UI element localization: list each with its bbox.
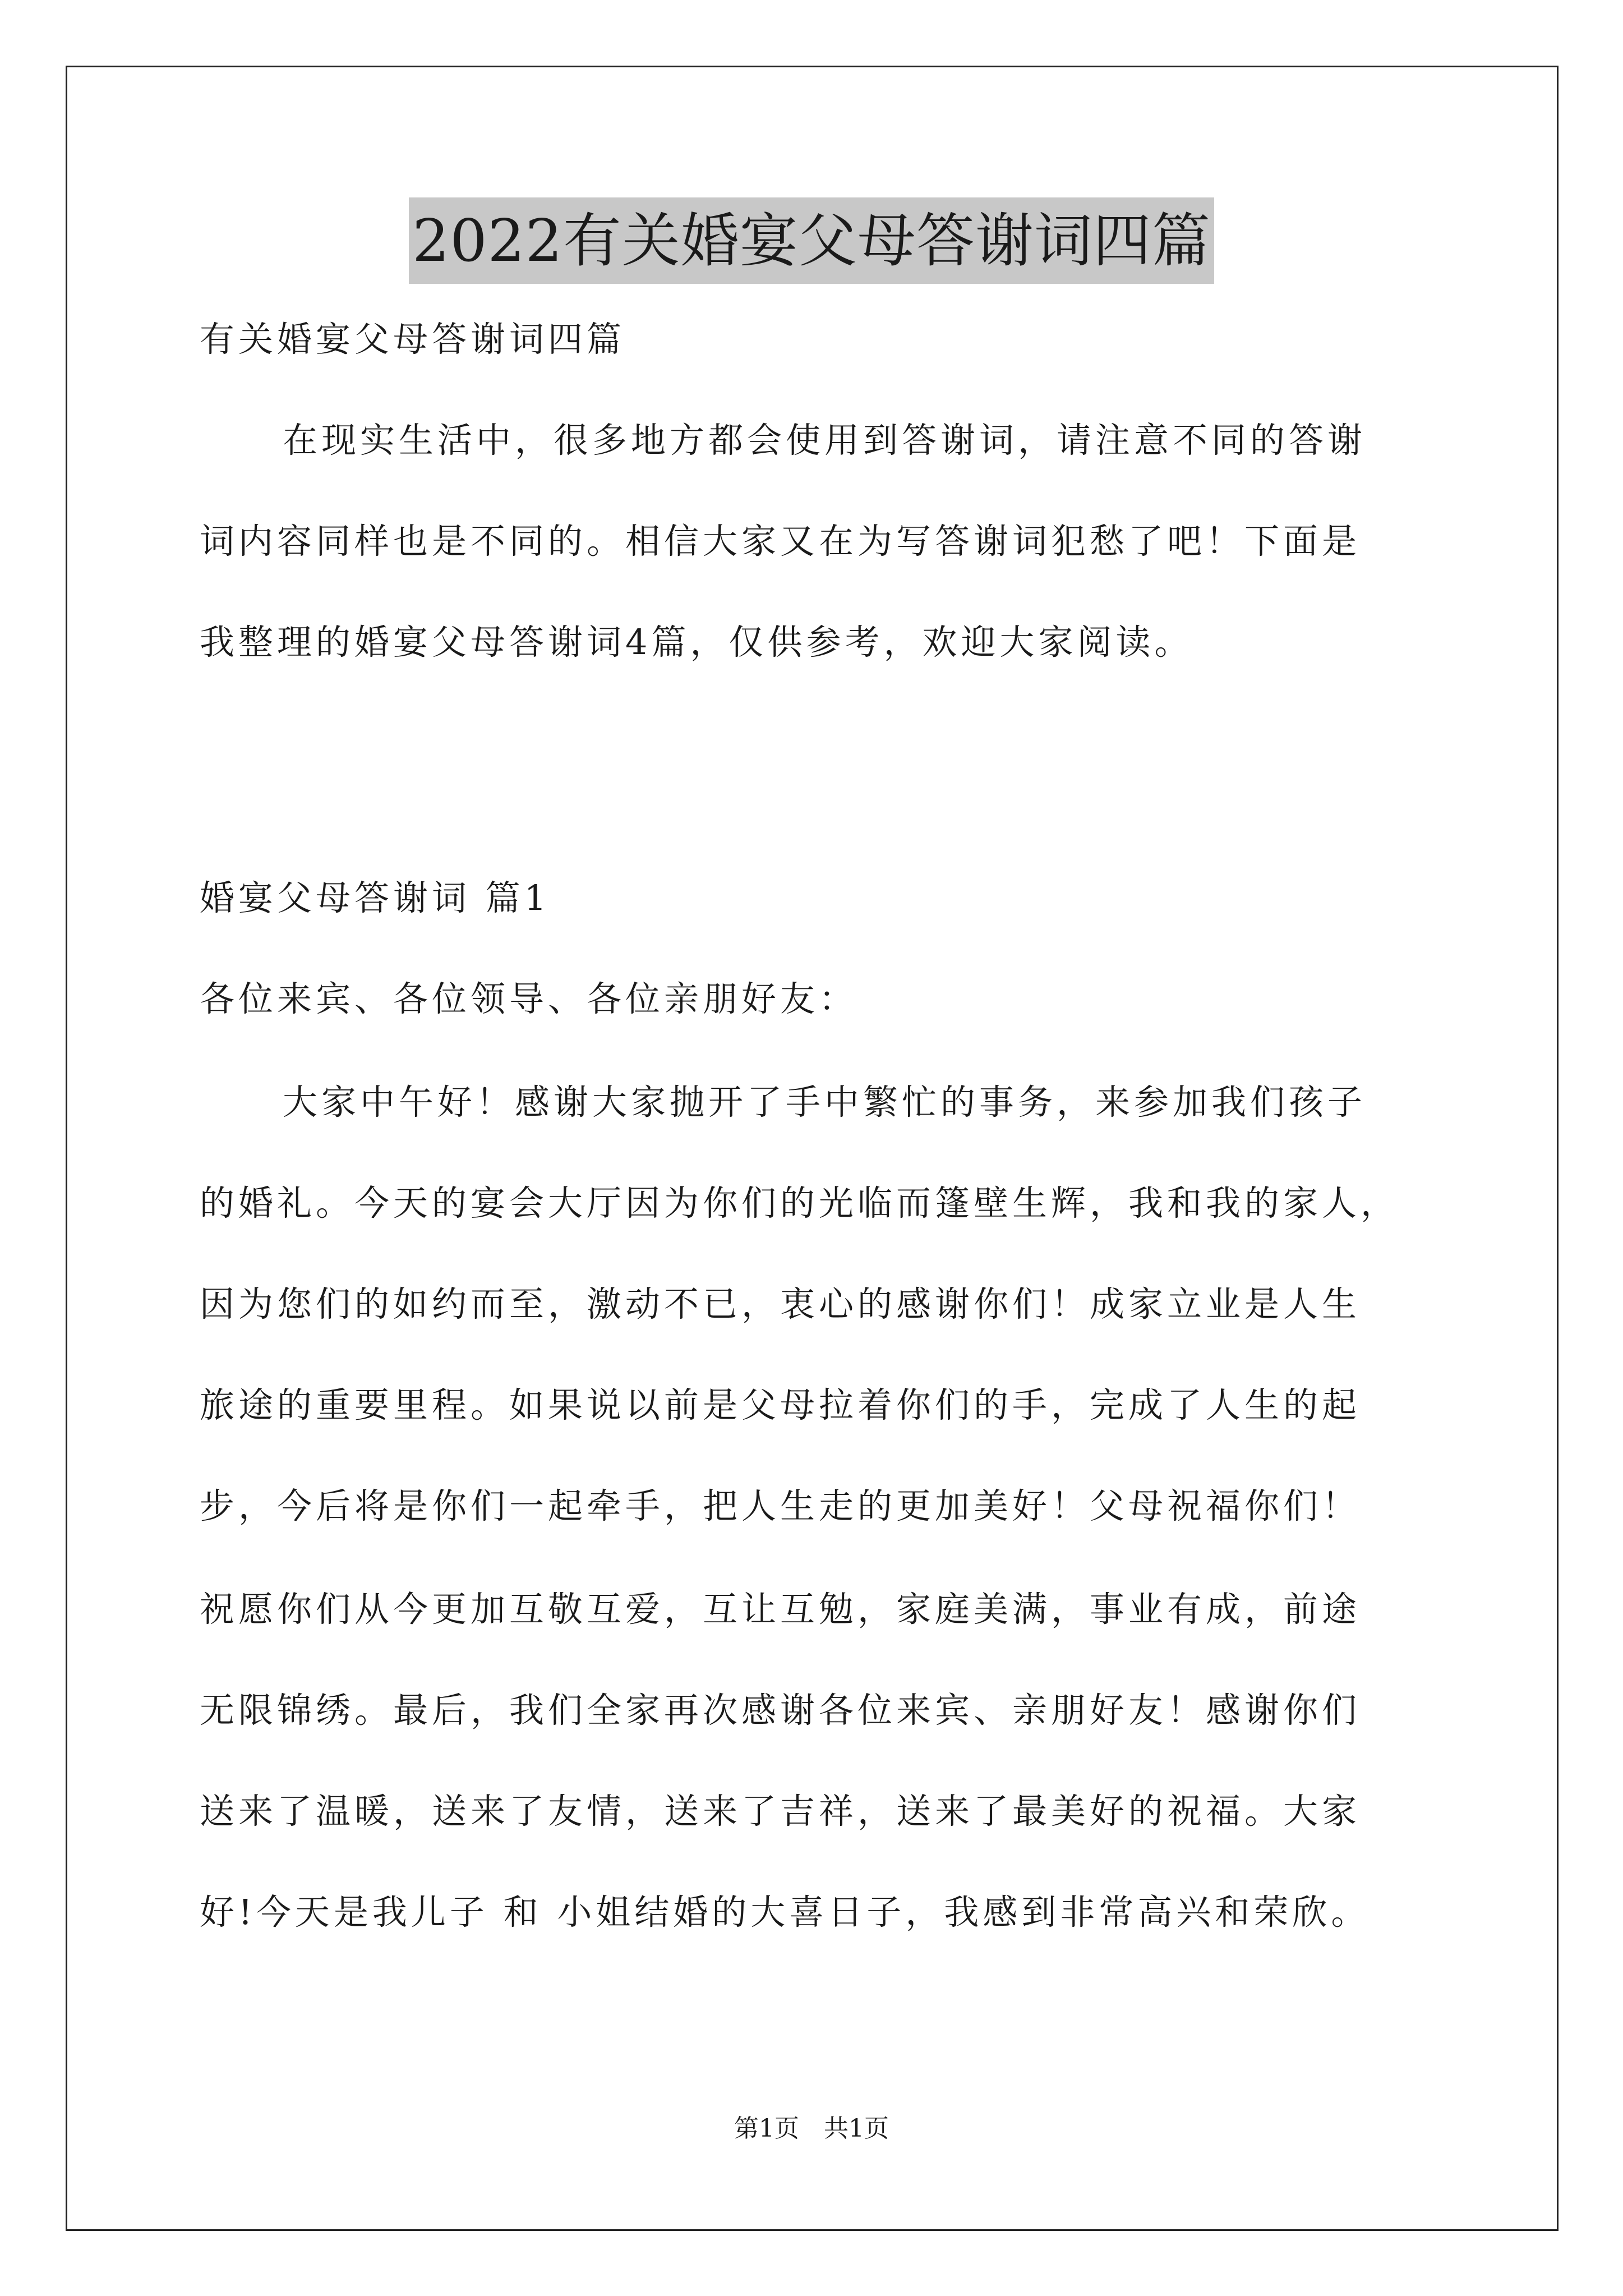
intro-line: 词内容同样也是不同的。相信大家又在为写答谢词犯愁了吧！下面是 [200,521,1361,562]
subtitle: 有关婚宴父母答谢词四篇 [200,319,626,360]
section-heading: 婚宴父母答谢词 篇1 [200,877,551,918]
body-line: 步，今后将是你们一起牵手，把人生走的更加美好！父母祝福你们！ [200,1485,1361,1526]
intro-line: 我整理的婚宴父母答谢词4篇，仅供参考，欢迎大家阅读。 [200,622,1193,662]
body-line: 大家中午好！感谢大家抛开了手中繁忙的事务，来参加我们孩子 [283,1082,1367,1122]
body-line: 无限锦绣。最后，我们全家再次感谢各位来宾、亲朋好友！感谢你们 [200,1690,1361,1731]
body-line: 的婚礼。今天的宴会大厅因为你们的光临而篷壁生辉，我和我的家人， [200,1182,1400,1223]
title-container [0,197,1623,284]
body-line: 因为您们的如约而至，激动不已，衷心的感谢你们！成家立业是人生 [200,1283,1361,1324]
intro-line: 在现实生活中，很多地方都会使用到答谢词，请注意不同的答谢 [283,420,1367,461]
body-line: 祝愿你们从今更加互敬互爱，互让互勉，家庭美满，事业有成，前途 [200,1589,1361,1630]
document-title: 2022有关婚宴父母答谢词四篇 [409,197,1214,284]
page-footer: 第1页 共1页 [734,2114,889,2143]
body-line: 送来了温暖，送来了友情，送来了吉祥，送来了最美好的祝福。大家 [200,1791,1361,1832]
salutation: 各位来宾、各位领导、各位亲朋好友： [200,978,858,1019]
body-line: 旅途的重要里程。如果说以前是父母拉着你们的手，完成了人生的起 [200,1384,1361,1425]
body-line: 好!今天是我儿子 和 小姐结婚的大喜日子，我感到非常高兴和荣欣。 [200,1892,1370,1932]
